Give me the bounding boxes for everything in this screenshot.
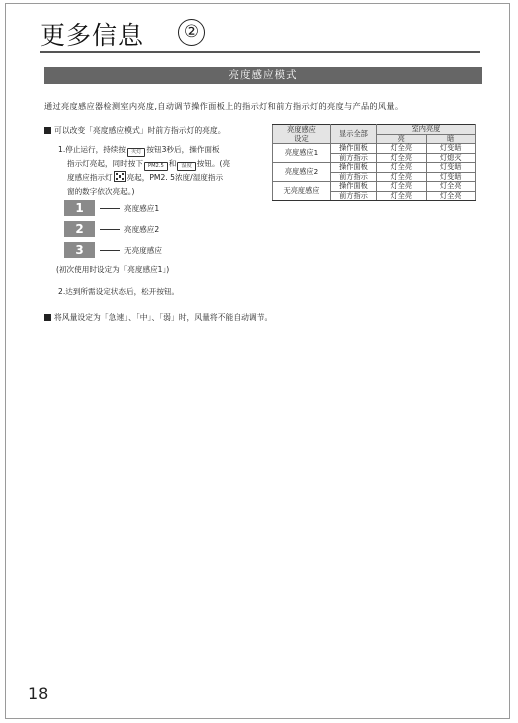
header-setting bbox=[273, 125, 331, 144]
step-text: 度感应指示灯 bbox=[67, 173, 113, 182]
segment-display-icon: 1 bbox=[64, 200, 95, 216]
bright-cell: 灯全亮 bbox=[377, 191, 427, 201]
setting-cell: 无亮度感应 bbox=[273, 182, 331, 201]
step-2-text: 2.达到所需设定状态后，松开按钮。 bbox=[58, 287, 180, 296]
page-header bbox=[40, 16, 480, 56]
header-room-brightness: 室内亮度 bbox=[377, 125, 476, 135]
step-text: 亮起，PM2. 5浓度/湿度指示 bbox=[126, 173, 224, 182]
dark-cell: 灯熄灭 bbox=[426, 153, 476, 163]
step-text: 1.停止运行，持续按 bbox=[58, 145, 126, 154]
dark-cell: 灯变暗 bbox=[426, 172, 476, 182]
step-line bbox=[58, 185, 258, 199]
bullet-square-icon bbox=[44, 127, 51, 134]
segment-display-icon: 3 bbox=[64, 242, 95, 258]
segment-display-icon: 2 bbox=[64, 221, 95, 237]
item-cell: 前方指示 bbox=[331, 191, 377, 201]
bright-cell: 灯全亮 bbox=[377, 172, 427, 182]
brightness-sensor-indicator-icon bbox=[114, 171, 126, 182]
step-text: 按钮。(亮 bbox=[196, 159, 231, 168]
step-text: 按钮3秒后，操作面板 bbox=[146, 145, 220, 154]
bullet-square-icon bbox=[44, 314, 51, 321]
title-divider bbox=[40, 51, 480, 53]
legend-dash bbox=[100, 229, 120, 230]
setting-cell: 亮度感应1 bbox=[273, 144, 331, 163]
header-text: 设定 bbox=[294, 134, 309, 143]
bright-cell: 灯全亮 bbox=[377, 182, 427, 192]
intro-text: 通过亮度感应器检测室内亮度,自动调节操作面板上的指示灯和前方指示灯的亮度与产品的风量。 bbox=[44, 101, 404, 111]
setting-cell: 亮度感应2 bbox=[273, 163, 331, 182]
dark-cell: 灯全亮 bbox=[426, 191, 476, 201]
header-text: 亮度感应 bbox=[287, 125, 316, 134]
humidity-button-icon: 湿度 bbox=[177, 162, 195, 171]
item-cell: 前方指示 bbox=[331, 153, 377, 163]
step-line bbox=[58, 143, 258, 157]
header-bright: 亮 bbox=[377, 134, 427, 144]
chapter-number: ② bbox=[178, 19, 205, 46]
header-dark: 暗 bbox=[426, 134, 476, 144]
step-1-instructions bbox=[58, 143, 258, 198]
initial-setting-note: (初次使用时设定为「亮度感应1」) bbox=[56, 265, 170, 274]
brightness-settings-table bbox=[272, 124, 476, 201]
bright-cell: 灯全亮 bbox=[377, 144, 427, 154]
header-display: 显示全部 bbox=[331, 125, 377, 144]
bullet-text: 可以改变「亮度感应模式」时前方指示灯的亮度。 bbox=[54, 126, 226, 135]
bullet-text: 将风量设定为「急速」、「中」、「弱」时，风量将不能自动调节。 bbox=[54, 313, 273, 322]
table-row bbox=[273, 182, 476, 192]
bright-cell: 灯全亮 bbox=[377, 163, 427, 173]
bright-cell: 灯全亮 bbox=[377, 153, 427, 163]
dark-cell: 灯全亮 bbox=[426, 182, 476, 192]
item-cell: 操作面板 bbox=[331, 182, 377, 192]
legend-label: 亮度感应1 bbox=[124, 204, 160, 213]
item-cell: 操作面板 bbox=[331, 163, 377, 173]
table-row bbox=[273, 163, 476, 173]
dark-cell: 灯变暗 bbox=[426, 163, 476, 173]
pm25-button-icon: PM2.5 bbox=[144, 162, 168, 171]
legend-dash bbox=[100, 208, 120, 209]
item-cell: 操作面板 bbox=[331, 144, 377, 154]
step-line bbox=[58, 157, 258, 171]
step-text: 指示灯亮起，同时按下 bbox=[67, 159, 143, 168]
step-text: 窗的数字依次亮起。) bbox=[67, 186, 135, 196]
legend-dash bbox=[100, 250, 120, 251]
bullet-item bbox=[44, 125, 226, 136]
section-heading: 亮度感应模式 bbox=[44, 67, 482, 84]
step-line bbox=[58, 171, 258, 185]
bullet-item bbox=[44, 312, 272, 323]
legend-label: 亮度感应2 bbox=[124, 225, 160, 234]
step-text: 和 bbox=[168, 159, 177, 168]
page-title: 更多信息 bbox=[40, 21, 145, 50]
light-off-button-icon: 灭灯 bbox=[127, 148, 145, 157]
dark-cell: 灯变暗 bbox=[426, 144, 476, 154]
page-number: 18 bbox=[28, 684, 49, 703]
table-row bbox=[273, 144, 476, 154]
legend-label: 无亮度感应 bbox=[124, 246, 162, 255]
item-cell: 前方指示 bbox=[331, 172, 377, 182]
